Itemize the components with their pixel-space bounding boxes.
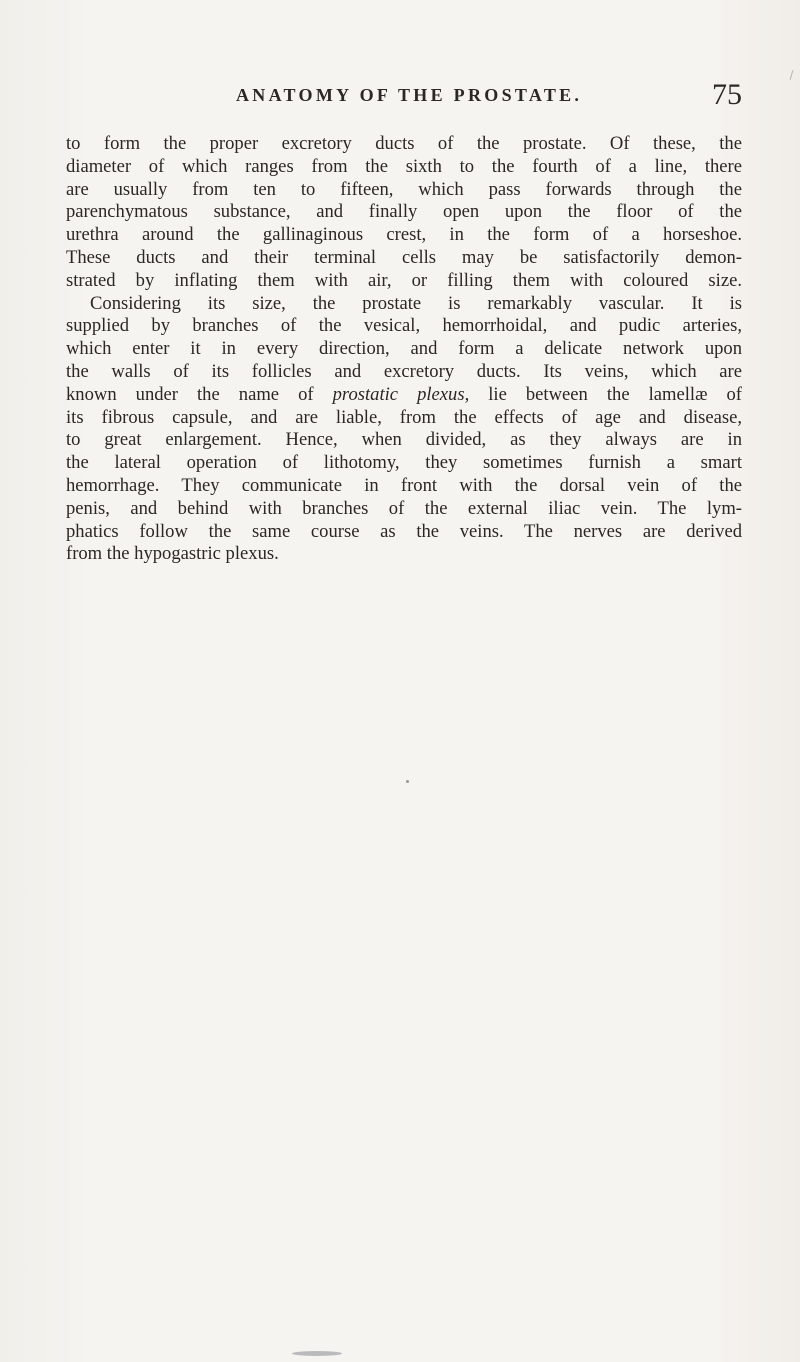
running-head: [66, 80, 742, 116]
text-line: hemorrhage. They communicate in front with the dorsal vein of the: [66, 474, 742, 496]
text-line: to form the proper excretory ducts of the prostate. Of these, the: [66, 133, 742, 154]
text-fragment: known under the name of: [66, 383, 333, 405]
text-line: [66, 384, 742, 407]
page-speck: [406, 780, 409, 783]
text-fragment: , lie between the lamellæ of: [464, 383, 743, 405]
text-line: penis, and behind with branches of the external iliac vein. The lym-: [66, 497, 742, 519]
text-line: are usually from ten to fifteen, which pass forwards through the: [66, 178, 742, 200]
text-line: phatics follow the same course as the veins. The nerves are derived: [66, 520, 742, 542]
text-line: These ducts and their terminal cells may be satisfactorily demon-: [66, 246, 742, 268]
text-line: from the hypogastric plexus.: [66, 543, 279, 565]
running-title: ANATOMY OF THE PROSTATE.: [236, 85, 583, 105]
scan-smudge: [292, 1351, 342, 1356]
body-text: [66, 133, 742, 566]
text-line: the walls of its follicles and excretory ducts. Its veins, which are: [66, 360, 742, 382]
text-line: to great enlargement. Hence, when divided, as they always are in: [66, 429, 742, 451]
text-line: urethra around the gallinaginous crest, in the form of a horseshoe.: [66, 224, 742, 246]
text-line: strated by inflating them with air, or filling them with coloured size.: [66, 269, 742, 291]
page-number: 75: [712, 78, 742, 111]
text-line: parenchymatous substance, and finally open upon the floor of the: [66, 201, 742, 223]
text-line: which enter it in every direction, and form a delicate network upon: [66, 338, 742, 360]
italic-term: prostatic plexus: [332, 383, 465, 405]
text-line: its fibrous capsule, and are liable, from the effects of age and disease,: [66, 406, 742, 428]
page-edge-mark: [790, 70, 794, 80]
text-line: diameter of which ranges from the sixth to the fourth of a line, there: [66, 155, 742, 177]
text-line: supplied by branches of the vesical, hemorrhoidal, and pudic arteries,: [66, 315, 742, 337]
text-line: Considering its size, the prostate is remarkably vascular. It is: [90, 292, 742, 314]
text-line: the lateral operation of lithotomy, they sometimes furnish a smart: [66, 452, 742, 474]
